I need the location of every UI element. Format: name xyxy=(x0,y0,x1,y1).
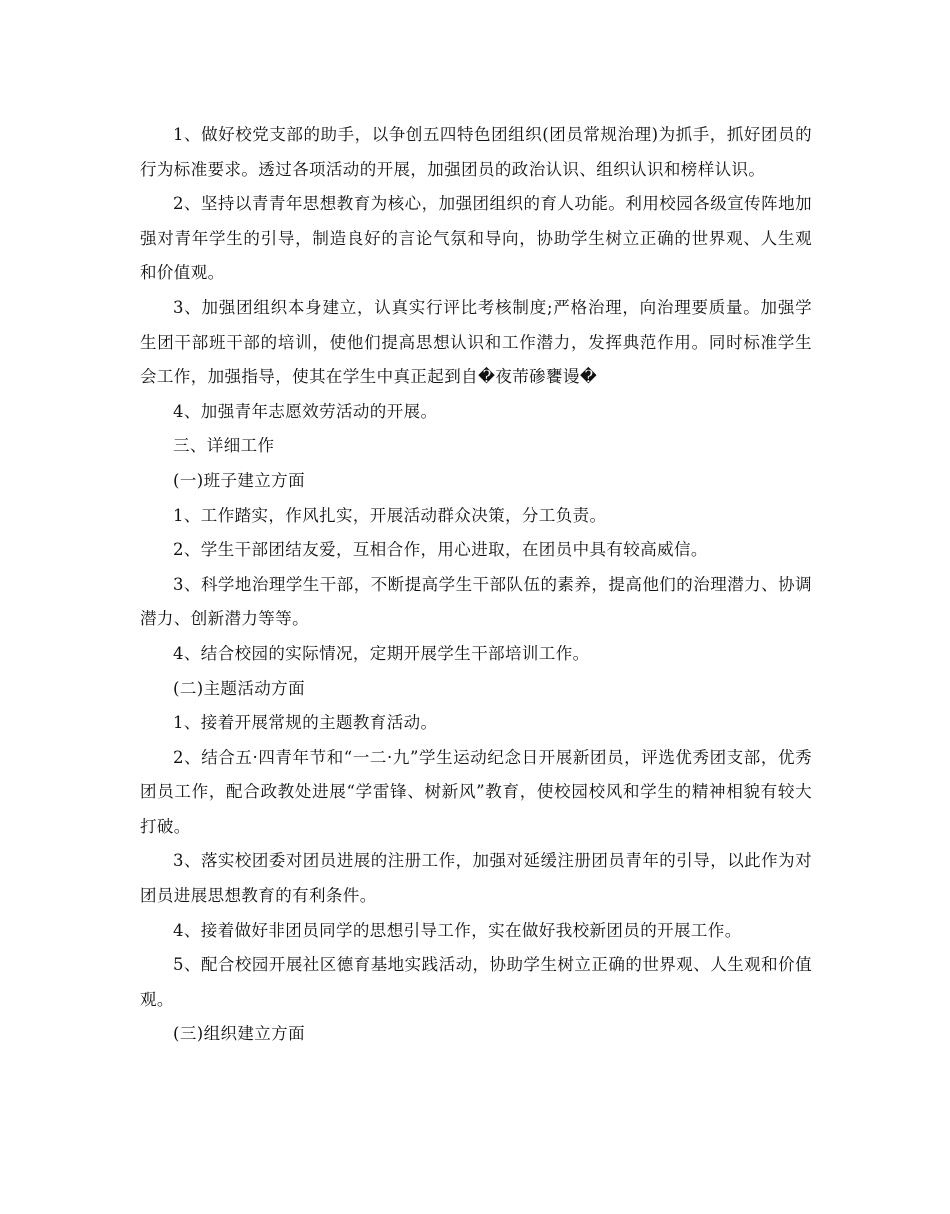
paragraph: 5、配合校园开展社区德育基地实践活动，协助学生树立正确的世界观、人生观和价值观。 xyxy=(140,955,812,1009)
document-body xyxy=(140,118,812,1052)
paragraph: 1、做好校党支部的助手，以争创五四特色团组织(团员常规治理)为抓手，抓好团员的行为标准要求。透过各项活动的开展，加强团员的政治认识、组织认识和榜样认识。 xyxy=(140,125,812,179)
paragraph: 4、接着做好非团员同学的思想引导工作，实在做好我校新团员的开展工作。 xyxy=(173,920,742,940)
paragraph: 2、坚持以青青年思想教育为核心，加强团组织的育人功能。利用校园各级宣传阵地加强对青年学生的引导，制造良好的言论气氛和导向，协助学生树立正确的世界观、人生观和价值观。 xyxy=(140,194,812,283)
subsection-heading: (三)组织建立方面 xyxy=(173,1024,305,1044)
paragraph: 3、落实校团委对团员进展的注册工作，加强对延缓注册团员青年的引导，以此作为对团员进展思想教育的有利条件。 xyxy=(140,851,812,906)
paragraph: 1、接着开展常规的主题教育活动。 xyxy=(173,713,438,733)
paragraph: 4、加强青年志愿效劳活动的开展。 xyxy=(173,401,438,421)
paragraph: 3、加强团组织本身建立，认真实行评比考核制度;严格治理，向治理要质量。加强学生团干部班干部的培训，使他们提高思想认识和工作潜力，发挥典范作用。同时标准学生会工作，加强指导，使其在学生中真正起到自�夜芾碜饔谩� xyxy=(140,297,812,387)
paragraph: 1、工作踏实，作风扎实，开展活动群众决策，分工负责。 xyxy=(173,505,607,525)
subsection-heading: (二)主题活动方面 xyxy=(173,678,305,698)
paragraph: 4、结合校园的实际情况，定期开展学生干部培训工作。 xyxy=(173,643,590,663)
paragraph: 2、结合五·四青年节和“一二·九”学生运动纪念日开展新团员，评选优秀团支部，优秀团员工作，配合政教处进展“学雷锋、树新风”教育，使校园校风和学生的精神相貌有较大打破。 xyxy=(140,747,812,836)
subsection-heading: (一)班子建立方面 xyxy=(173,470,305,490)
section-heading: 三、详细工作 xyxy=(173,436,275,456)
paragraph: 3、科学地治理学生干部，不断提高学生干部队伍的素养，提高他们的治理潜力、协调潜力、创新潜力等等。 xyxy=(140,574,812,629)
paragraph: 2、学生干部团结友爱，互相合作，用心进取，在团员中具有较高威信。 xyxy=(173,540,708,560)
